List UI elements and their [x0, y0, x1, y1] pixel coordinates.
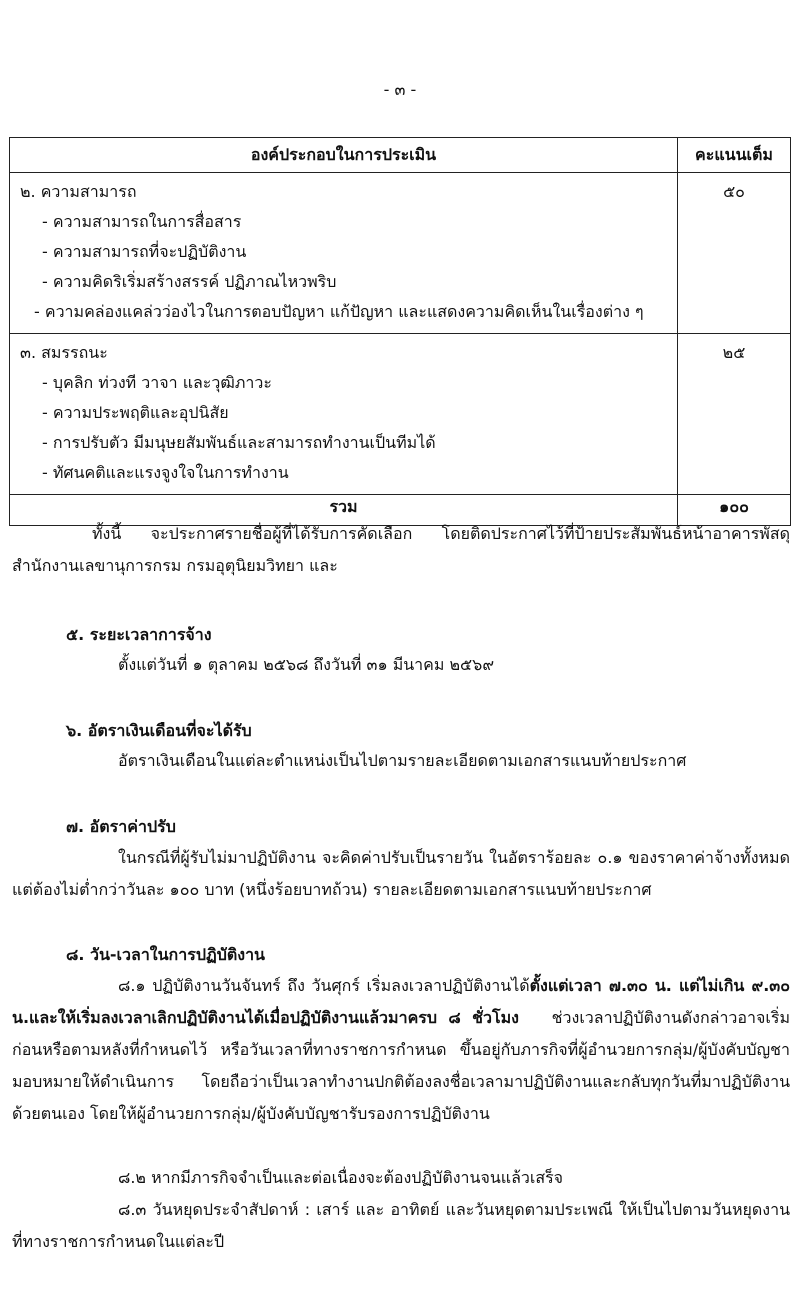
- section-8-1-paragraph: [12, 970, 790, 1130]
- section-8-1-bold: ตั้งแต่เวลา ๗.๓๐ น. แต่ไม่เกิน ๙.๓๐ น.และให้เริ่มลงเวลาเลิกปฏิบัติงานได้เมื่อปฏิบัติงานแล้วมาครบ ๘ ชั่วโมง: [12, 976, 790, 1027]
- section-8-1-rest: ช่วงเวลาปฏิบัติงานดังกล่าวอาจเริ่มก่อนหรือตามหลังที่กำหนดไว้ หรือวันเวลาที่ทางราชการกำหนด ขึ้นอยู่กับภารกิจที่ผู้อำนวยการกลุ่ม/ผู้บังคับบัญชามอบหมายให้ดำเนินการ โดยถือว่าเป็นเวลาทำงานปกติต้องลงชื่อเวลามาปฏิบัติงานและกลับทุกวันที่มาปฏิบัติงานด้วยตนเอง โดยให้ผู้อำนวยการกลุ่ม/ผู้บังคับบัญชารับรองการปฏิบัติงาน: [12, 1008, 790, 1123]
- page-number: - ๓ -: [383, 80, 417, 99]
- ability-cell: [10, 173, 678, 334]
- table-row-ability: [10, 173, 791, 334]
- group-title: ๓. สมรรถนะ: [20, 343, 108, 362]
- section-6-heading: ๖. อัตราเงินเดือนที่จะได้รับ: [66, 721, 252, 740]
- competency-cell: [10, 334, 678, 495]
- total-score: ๑๐๐: [678, 495, 791, 526]
- table-row-competency: [10, 334, 791, 495]
- list-item: - ความประพฤติและอุปนิสัย: [42, 403, 229, 422]
- section-8-3-paragraph: ๘.๓ วันหยุดประจำสัปดาห์ : เสาร์ และ อาทิตย์ และวันหยุดตามประเพณี ให้เป็นไปตามวันหยุดงานที่ทางราชการกำหนดในแต่ละปี: [12, 1200, 790, 1251]
- list-item: - บุคลิก ท่วงที วาจา และวุฒิภาวะ: [42, 373, 272, 392]
- section-7-body: ในกรณีที่ผู้รับไม่มาปฏิบัติงาน จะคิดค่าปรับเป็นรายวัน ในอัตราร้อยละ ๐.๑ ของราคาค่าจ้างทั้งหมด แต่ต้องไม่ต่ำกว่าวันละ ๑๐๐ บาท (หนึ่งร้อยบาทถ้วน) รายละเอียดตามเอกสารแนบท้ายประกาศ: [12, 848, 790, 899]
- ability-score-cell: [678, 173, 791, 334]
- evaluation-table: [9, 137, 791, 526]
- list-item: - ทัศนคติและแรงจูงใจในการทำงาน: [42, 463, 289, 482]
- table-header-row: [10, 138, 791, 173]
- group-score: ๕๐: [723, 182, 745, 201]
- section-8-2-paragraph: ๘.๒ หากมีภารกิจจำเป็นและต่อเนื่องจะต้องปฏิบัติงานจนแล้วเสร็จ: [118, 1168, 564, 1187]
- group-title: ๒. ความสามารถ: [20, 182, 137, 201]
- list-item: - ความสามารถที่จะปฏิบัติงาน: [42, 242, 247, 261]
- section-8-heading: ๘. วัน-เวลาในการปฏิบัติงาน: [66, 945, 265, 964]
- group-score: ๒๕: [722, 343, 746, 362]
- list-item: - ความสามารถในการสื่อสาร: [42, 212, 242, 231]
- header-component: องค์ประกอบในการประเมิน: [10, 138, 678, 173]
- section-7-heading: ๗. อัตราค่าปรับ: [66, 817, 176, 836]
- section-5-heading: ๕. ระยะเวลาการจ้าง: [66, 625, 212, 644]
- competency-score-cell: [678, 334, 791, 495]
- list-item: - ความคิดริเริ่มสร้างสรรค์ ปฏิภาณไหวพริบ: [42, 272, 337, 291]
- list-item: - ความคล่องแคล่วว่องไวในการตอบปัญหา แก้ปัญหา และแสดงความคิดเห็นในเรื่องต่าง ๆ: [34, 302, 644, 321]
- section-5-body: ตั้งแต่วันที่ ๑ ตุลาคม ๒๕๖๘ ถึงวันที่ ๓๑ มีนาคม ๒๕๖๙: [118, 655, 495, 674]
- announcement-paragraph: ทั้งนี้ จะประกาศรายชื่อผู้ที่ได้รับการคัดเลือก โดยติดประกาศไว้ที่ป้ายประสัมพันธ์หน้าอาคารพัสดุ สำนักงานเลขานุการกรม กรมอุตุนิยมวิทยา และ: [12, 524, 790, 575]
- header-score: คะแนนเต็ม: [678, 138, 791, 173]
- list-item: - การปรับตัว มีมนุษยสัมพันธ์และสามารถทำงานเป็นทีมได้: [42, 433, 436, 452]
- section-6-body: อัตราเงินเดือนในแต่ละตำแหน่งเป็นไปตามรายละเอียดตามเอกสารแนบท้ายประกาศ: [118, 751, 687, 770]
- section-8-1-intro: ๘.๑ ปฏิบัติงานวันจันทร์ ถึง วันศุกร์ เริ่มลงเวลาปฏิบัติงานได้: [118, 976, 530, 995]
- total-label: รวม: [10, 495, 678, 526]
